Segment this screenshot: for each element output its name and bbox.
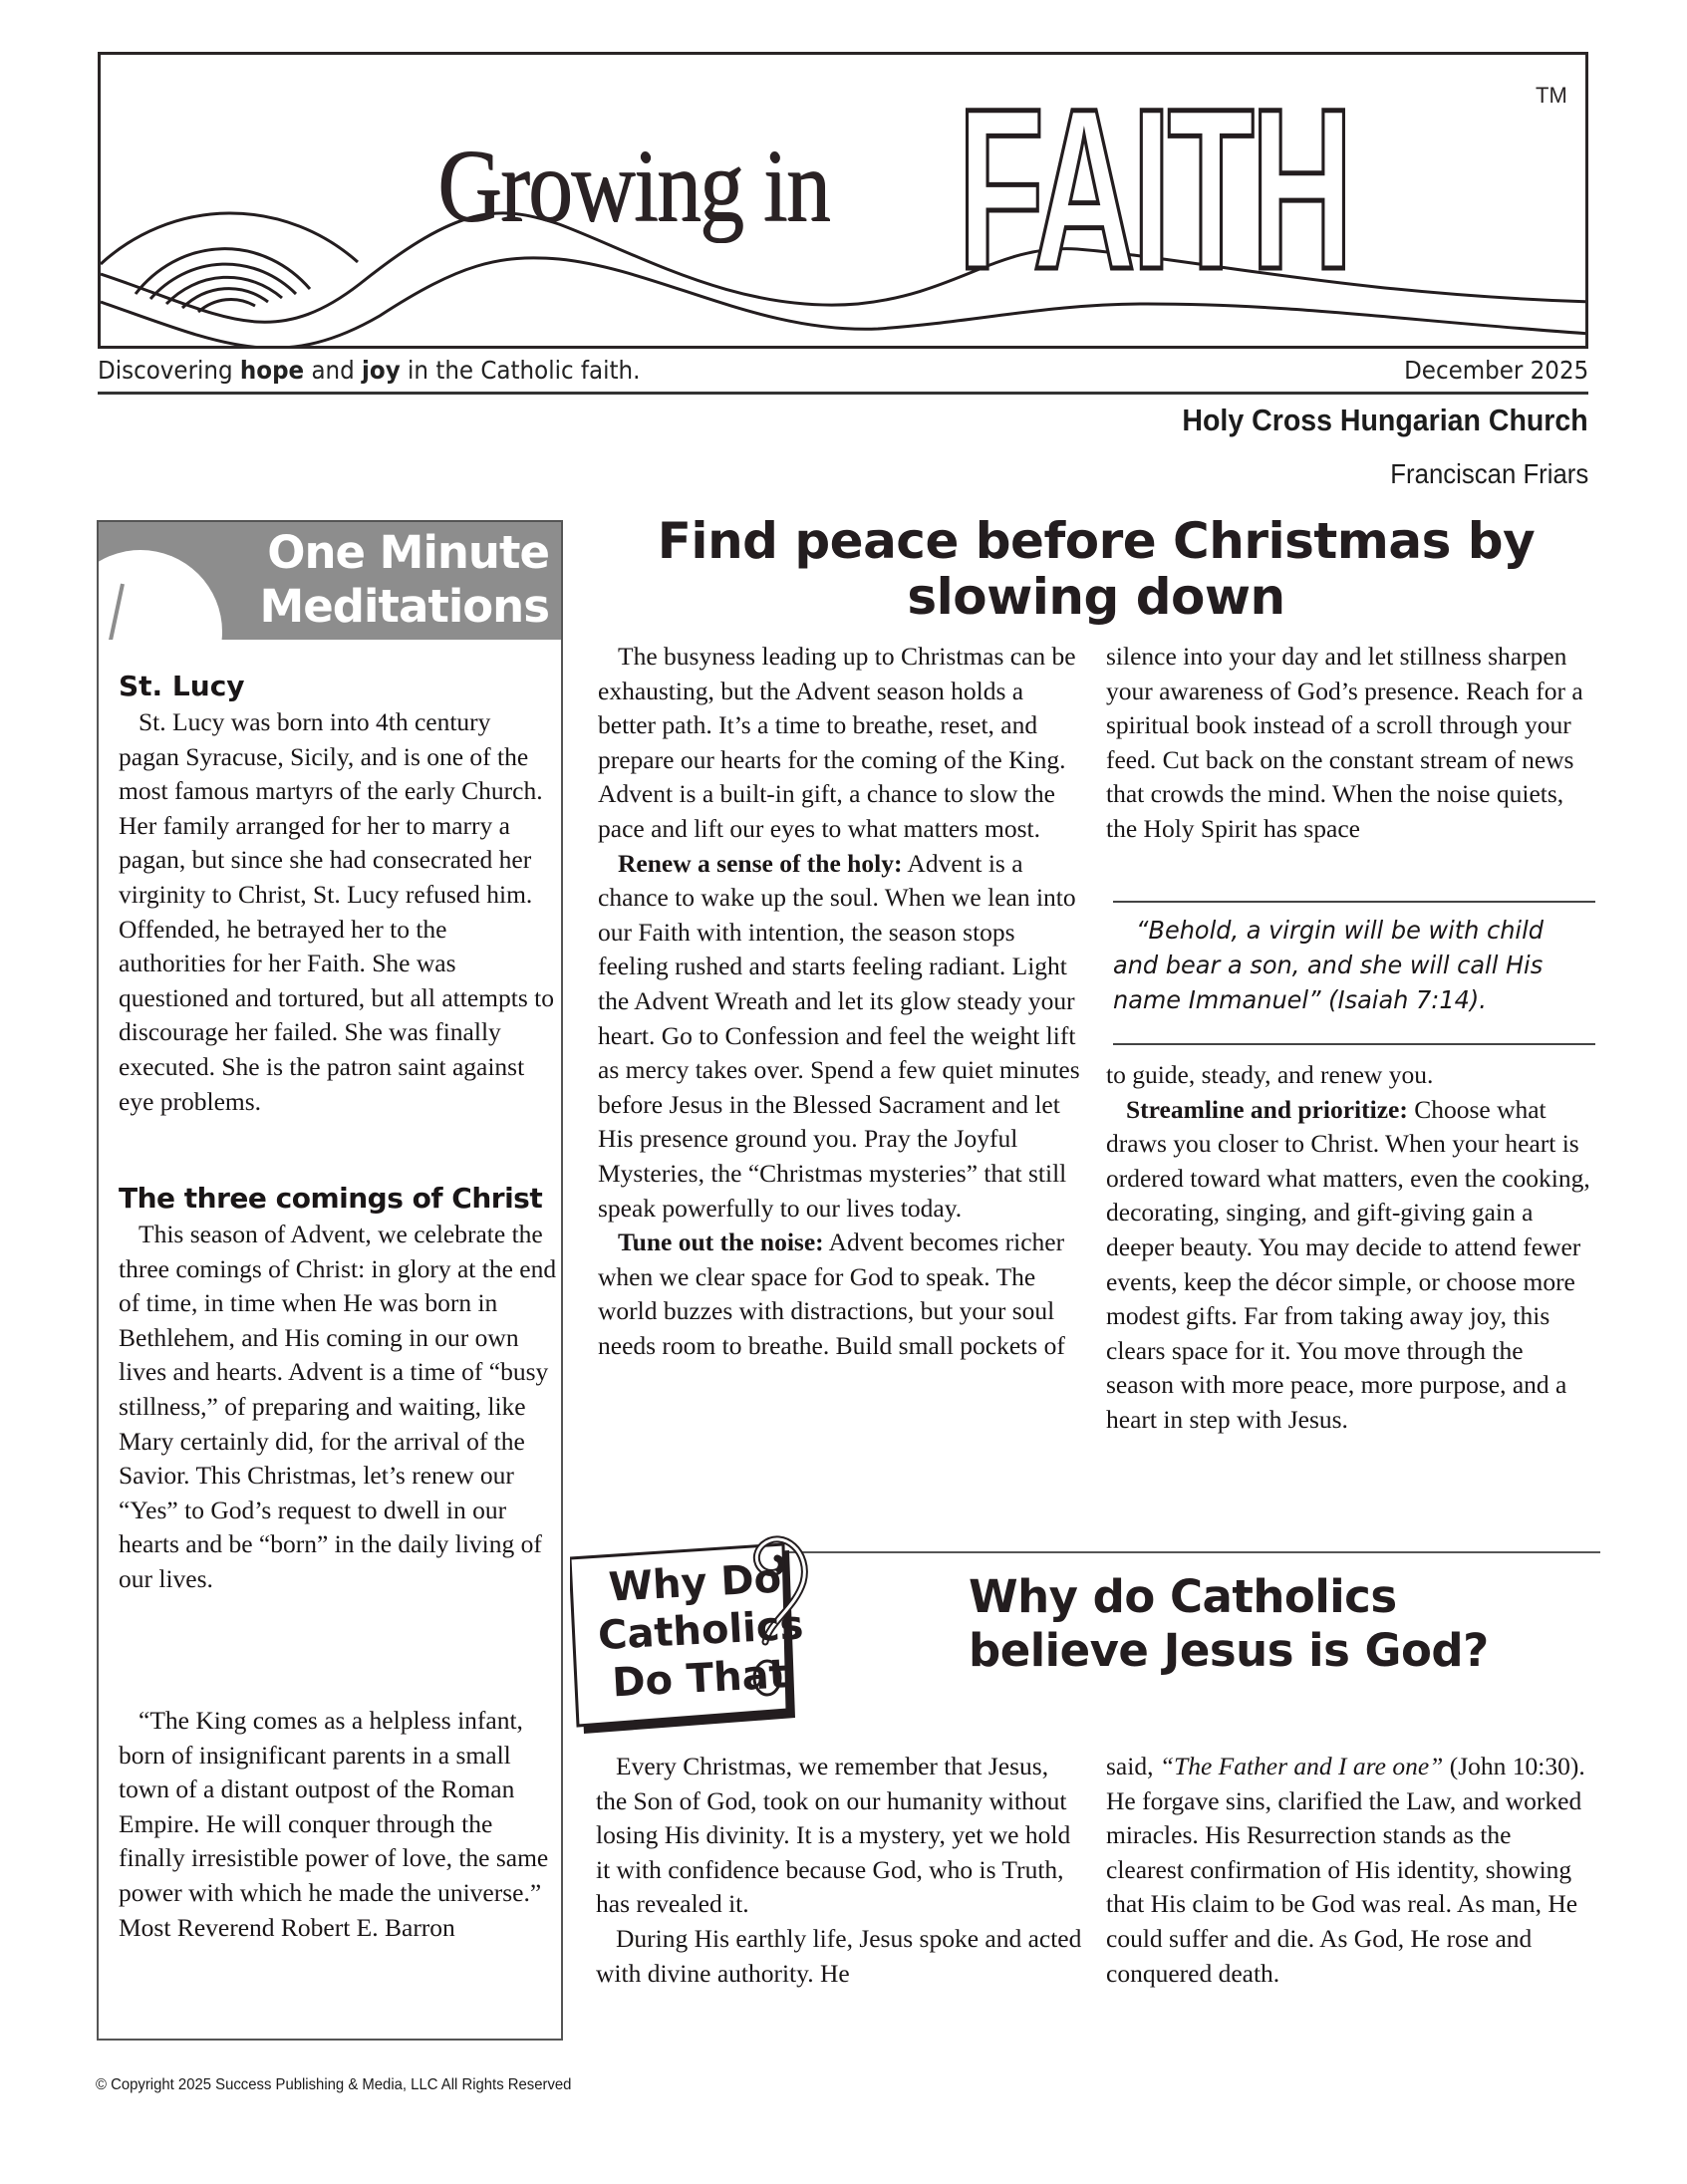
article-column-2-top bbox=[1106, 640, 1594, 847]
tagline-text: and bbox=[304, 356, 363, 385]
scripture-quote: “The Father and I are one” bbox=[1159, 1752, 1444, 1780]
why-do-catholics-badge-text bbox=[594, 1554, 805, 1708]
why-text: (John 10:30). He forgave sins, clarified the Law, and worked miracles. His Resurrection stands as the clearest confirmation of His identity, showing that His claim to be God was real. As man, He could suffer and die. As God, He rose and conquered death. bbox=[1106, 1752, 1585, 1988]
divider bbox=[98, 392, 1588, 395]
article-section-streamline bbox=[1106, 1093, 1594, 1438]
why-column-2 bbox=[1106, 1750, 1594, 1991]
meditations-title-line1: One Minute bbox=[267, 526, 549, 579]
st-lucy-body: St. Lucy was born into 4th century pagan Syracuse, Sicily, and is one of the most famous martyrs of the early Church. Her family arranged for her to marry a pagan, but since she had consecrated her virginity to Christ, St. Lucy refused him. Offended, he betrayed her to the authorities for her Faith. She was questioned and tortured, but all attempts to discourage her failed. She was finally executed. She is the patron saint against eye problems. bbox=[119, 707, 554, 1116]
why-article-title bbox=[969, 1570, 1489, 1678]
article-section-noise-cont: silence into your day and let stillness sharpen your awareness of God’s presence. Reach for a spiritual book instead of a scroll through your feed. Cut back on the constant stream of news that crowds the mind. When the noise quiets, the Holy Spirit has space bbox=[1106, 642, 1583, 843]
one-minute-meditations-box bbox=[97, 520, 563, 2041]
meditations-title-line2: Meditations bbox=[259, 580, 549, 633]
parish-name: Holy Cross Hungarian Church bbox=[1182, 403, 1588, 437]
why-paragraph-1: Every Christmas, we remember that Jesus, the Son of God, took on our humanity without losing His divinity. It is a mystery, yet we hold it with confidence because God, who is Truth, has revealed it. bbox=[596, 1752, 1071, 1919]
article-column-2-bottom bbox=[1106, 1058, 1594, 1438]
clock-hand bbox=[108, 584, 125, 640]
trademark-mark: TM bbox=[1536, 83, 1567, 108]
article-section-noise-end: to guide, steady, and renew you. bbox=[1106, 1060, 1434, 1089]
why-column-1 bbox=[596, 1750, 1084, 1991]
tagline-text: Discovering bbox=[98, 356, 240, 385]
why-text: said, bbox=[1106, 1752, 1160, 1780]
article-column-1 bbox=[598, 640, 1086, 1363]
article-section-holy bbox=[598, 847, 1086, 1227]
pull-quote: “Behold, a virgin will be with child and bear a son, and she will call His name Immanuel” (Isaiah 7:14). bbox=[1113, 916, 1544, 1014]
section-lead-streamline: Streamline and prioritize: bbox=[1126, 1094, 1408, 1124]
article-title: Find peace before Christmas by slowing down bbox=[657, 512, 1536, 626]
tagline-row bbox=[98, 352, 1588, 392]
why-title-line-1: Why do Catholics bbox=[969, 1570, 1397, 1623]
parish-subtitle: Franciscan Friars bbox=[1390, 458, 1588, 489]
rainbow-hills-illustration bbox=[101, 55, 1588, 349]
divider bbox=[1113, 901, 1595, 903]
meditations-title bbox=[260, 526, 550, 634]
masthead-logo bbox=[98, 52, 1588, 349]
section-body-holy: Advent is a chance to wake up the soul. When we lean into our Faith with intention, the season stops feeling rushed and starts feeling radiant. Light the Advent Wreath and let its glow steady your heart. Go to Confession and feel the weight lift as mercy takes over. Spend a few quiet minutes before Jesus in the Blessed Sacrament and let His presence ground you. Pray the Joyful Mysteries, the “Christmas mysteries” that still speak powerfully to our lives today. bbox=[598, 848, 1080, 1223]
st-lucy-heading: St. Lucy bbox=[119, 670, 245, 702]
copyright-footer: © Copyright 2025 Success Publishing & Media, LLC All Rights Reserved bbox=[96, 2076, 572, 2093]
divider bbox=[1113, 1043, 1595, 1045]
why-paragraph-2: During His earthly life, Jesus spoke and acted with divine authority. He bbox=[596, 1923, 1082, 1988]
badge-line-3: Do That bbox=[611, 1651, 789, 1707]
badge-line-1: Why Do bbox=[607, 1555, 783, 1611]
three-comings-heading: The three comings of Christ bbox=[119, 1182, 543, 1215]
tagline bbox=[98, 356, 640, 385]
issue-date: December 2025 bbox=[1403, 356, 1588, 385]
section-lead-noise: Tune out the noise: bbox=[618, 1228, 824, 1257]
meditations-header bbox=[99, 522, 561, 640]
three-comings-body: This season of Advent, we celebrate the three comings of Christ: in glory at the end of time, in time when He was born in Bethlehem, and His coming in our own lives and hearts. Advent is a time of “busy stillness,” of preparing and waiting, like Mary certainly did, for the arrival of the Savior. This Christmas, let’s renew our “Yes” to God’s request to dwell in our hearts and be “born” in the daily living of our lives. bbox=[119, 1220, 557, 1593]
tagline-hope: hope bbox=[239, 356, 305, 385]
barron-quote: “The King comes as a helpless infant, born of insignificant parents in a small town of a distant outpost of the Roman Empire. He will conquer through the finally irresistible power of love, the same power with which he made the universe.” Most Reverend Robert E. Barron bbox=[119, 1706, 549, 1942]
tagline-joy: joy bbox=[362, 356, 401, 385]
section-body-streamline: Choose what draws you closer to Christ. When your heart is ordered toward what matters, even the cooking, decorating, singing, and gift-giving gain a deeper beauty. You may decide to attend fewer events, keep the décor simple, or choose more modest gifts. Far from taking away joy, this clears space for it. You move through the season with more peace, more purpose, and a heart in step with Jesus. bbox=[1106, 1094, 1590, 1434]
badge-line-2: Catholics bbox=[596, 1602, 805, 1660]
article-section-noise bbox=[598, 1226, 1086, 1363]
section-lead-holy: Renew a sense of the holy: bbox=[618, 848, 903, 878]
title-growing-in: Growing in bbox=[437, 129, 829, 243]
why-title-line-2: believe Jesus is God? bbox=[969, 1624, 1489, 1677]
divider bbox=[767, 1551, 1600, 1553]
section-body-noise: Advent becomes richer when we clear space for God to speak. The world buzzes with distractions, but your soul needs room to breathe. Build small pockets of bbox=[598, 1228, 1065, 1360]
article-intro: The busyness leading up to Christmas can be exhausting, but the Advent season holds a better path. It’s a time to breathe, reset, and prepare our hearts for the coming of the King. Advent is a built-in gift, a chance to slow the pace and lift our eyes to what matters most. bbox=[598, 642, 1076, 843]
title-faith: FAITH bbox=[958, 61, 1350, 317]
tagline-text: in the Catholic faith. bbox=[400, 356, 641, 385]
why-paragraph-2-cont bbox=[1106, 1750, 1594, 1991]
clock-icon bbox=[99, 550, 222, 640]
